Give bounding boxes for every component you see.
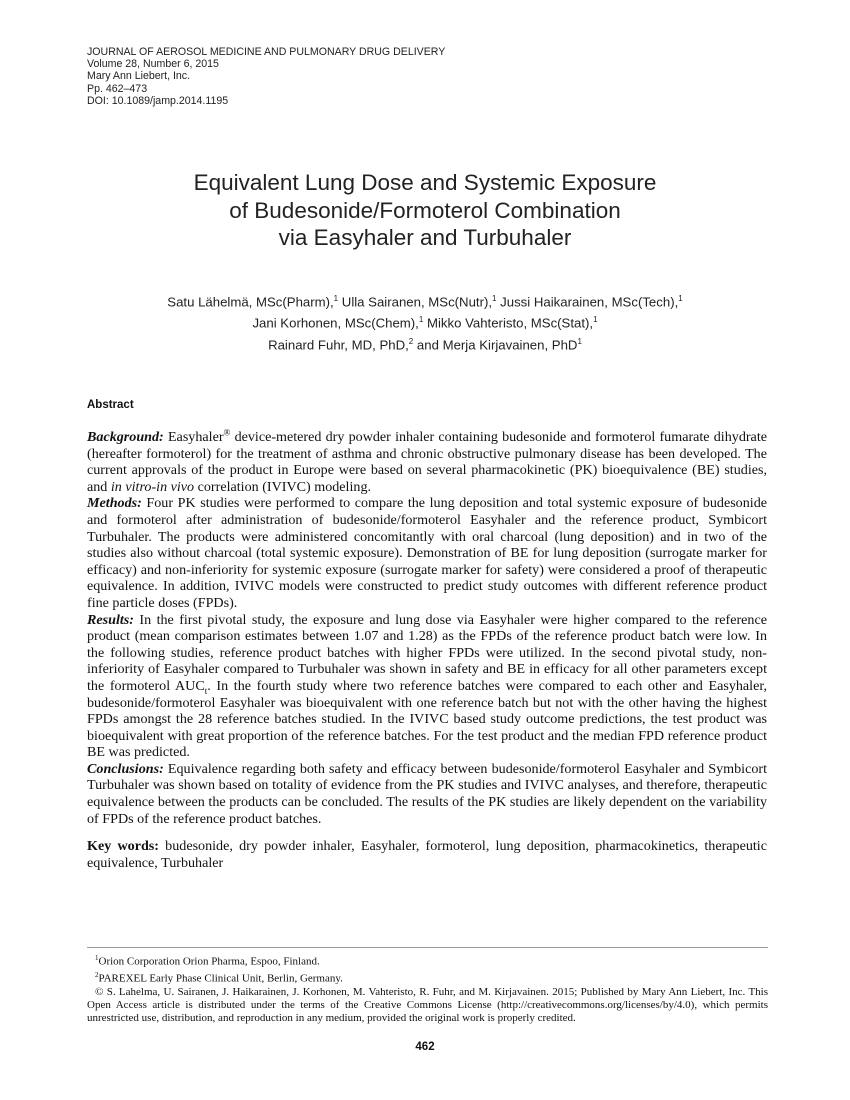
abstract-body — [87, 429, 767, 871]
text: Easyhaler — [167, 429, 224, 445]
footnote-text: PAREXEL Early Phase Clinical Unit, Berlin, Germany. — [98, 972, 343, 985]
title-line: Equivalent Lung Dose and Systemic Exposure — [193, 170, 657, 195]
journal-name: JOURNAL OF AEROSOL MEDICINE AND PULMONARY DRUG DELIVERY — [87, 46, 446, 58]
author-line — [0, 311, 850, 332]
keywords-label: Key words: — [87, 838, 159, 855]
affiliation-mark: 2 — [408, 336, 414, 346]
author-line — [0, 333, 850, 354]
text: Equivalence regarding both safety and efficacy between budesonide/formoterol Easyhaler and Symbicort Turbuhaler was shown based on totality of evidence from the PK studies and IVIVC analyses, and therefore, therapeutic equivalence between the products can be concluded. The results of the PK studies are likely dependent on the variability of FPDs of the reference product batches. — [87, 760, 767, 827]
author: Mikko Vahteristo, MSc(Stat), — [426, 315, 594, 331]
abstract-background — [87, 429, 767, 495]
author-list — [0, 290, 850, 354]
affiliation-mark: 1 — [492, 294, 497, 303]
author: Satu Lähelmä, MSc(Pharm), — [167, 294, 334, 310]
section-label: Methods: — [87, 495, 142, 512]
copyright-notice: © S. Lahelma, U. Sairanen, J. Haikarainen, J. Korhonen, M. Vahteristo, R. Fuhr, and M. Kirjavainen. 2015; Published by Mary Ann Liebert, Inc. This Open Access article is distributed under the terms of the Creative Commons License (http://creativecommons.org/licenses/by/4.0), which permits unrestricted use, distribution, and reproduction in any medium, provided the original work is properly credited. — [87, 986, 768, 1024]
text: . In the fourth study where two reference batches were compared to each other and Easyhaler, budesonide/formoterol Easyhaler was bioequivalent with one reference batch but not with the other having the highest FPDs amongst the 28 reference batches studied. In the IVIVC based study outcome predictions, the test product was bioequivalent with great proportion of the reference batches. For the test product and the median FPD reference product BE was predicted. — [87, 677, 767, 761]
author: Ulla Sairanen, MSc(Nutr), — [341, 294, 493, 310]
affiliation-mark: 1 — [678, 294, 683, 303]
journal-volume: Volume 28, Number 6, 2015 — [87, 58, 219, 71]
author: and Merja Kirjavainen, PhD — [416, 337, 578, 353]
footnote-mark: 2 — [95, 970, 99, 979]
abstract-heading: Abstract — [87, 399, 134, 411]
text: Four PK studies were performed to compare the lung deposition and total systemic exposure of budesonide and formoterol after administration of budesonide/formoterol Easyhaler and the reference product, Symbicort Turbuhaler. The products were administered concomitantly with oral charcoal (lung deposition) and in two of the studies also without charcoal (total systemic exposure). Demonstration of BE for lung deposition (surrogate marker for efficacy) and non-inferiority for systemic exposure (surrogate marker for safety) were considered a proof of therapeutic equivalence. In addition, IVIVC models were constructed to predict study outcomes with different reference product fine particle doses (FPDs). — [87, 495, 767, 611]
italic-text: in vitro-in vivo — [110, 478, 195, 495]
footnotes — [95, 952, 343, 985]
title-line: via Easyhaler and Turbuhaler — [278, 225, 572, 250]
section-label: Background: — [87, 429, 164, 445]
author: Rainard Fuhr, MD, PhD, — [268, 337, 409, 353]
affiliation-mark: 1 — [577, 336, 582, 346]
subscript: t — [204, 685, 208, 696]
text: In the first pivotal study, the exposure and lung dose via Easyhaler were higher compared to the reference product (mean comparison estimates between 1.07 and 1.28) as the FPDs of the reference product batch were low. In the following studies, reference product batches with higher FPDs were utilized. In the second pivotal study, non-inferiority of Easyhaler compared to Turbuhaler was shown in safety and BE in efficacy for all other parameters except the formoterol AUC — [87, 611, 767, 694]
author: Jani Korhonen, MSc(Chem), — [252, 315, 419, 331]
page-range: Pp. 462–473 — [87, 82, 148, 95]
affiliation-mark: 1 — [593, 315, 598, 325]
affiliation-mark: 1 — [333, 294, 339, 303]
footnote-text: Orion Corporation Orion Pharma, Espoo, Finland. — [98, 955, 320, 968]
page-number: 462 — [415, 1041, 435, 1053]
text: correlation (IVIVC) modeling. — [194, 478, 372, 495]
keywords-text: budesonide, dry powder inhaler, Easyhaler, formoterol, lung deposition, pharmacokinetics, therapeutic equivalence, Turbuhaler — [87, 838, 767, 871]
author: Jussi Haikarainen, MSc(Tech), — [500, 294, 679, 310]
abstract-conclusions — [87, 761, 767, 827]
keywords — [87, 838, 767, 871]
author-line — [0, 290, 850, 311]
text: device-metered dry powder inhaler containing budesonide and formoterol fumarate dihydrate (hereafter formoterol) for the treatment of asthma and chronic obstructive pulmonary disease has been developed. The current approvals of the product in Europe were based on several pharmacokinetic (PK) bioequivalence (BE) studies, and — [87, 429, 767, 495]
registered-mark: ® — [223, 427, 231, 438]
publisher: Mary Ann Liebert, Inc. — [87, 70, 191, 83]
footnote-divider — [87, 947, 768, 948]
section-label: Conclusions: — [87, 760, 164, 777]
article-title — [0, 169, 850, 252]
affiliation-mark: 1 — [418, 315, 424, 325]
title-line: of Budesonide/Formoterol Combination — [229, 197, 621, 223]
journal-header — [87, 46, 445, 107]
footnote-mark: 1 — [95, 954, 99, 962]
abstract-methods — [87, 495, 767, 611]
abstract-results — [87, 612, 767, 761]
footnote — [95, 969, 343, 986]
footnote — [95, 952, 343, 969]
section-label: Results: — [87, 611, 134, 628]
doi: DOI: 10.1089/jamp.2014.1195 — [87, 94, 229, 107]
